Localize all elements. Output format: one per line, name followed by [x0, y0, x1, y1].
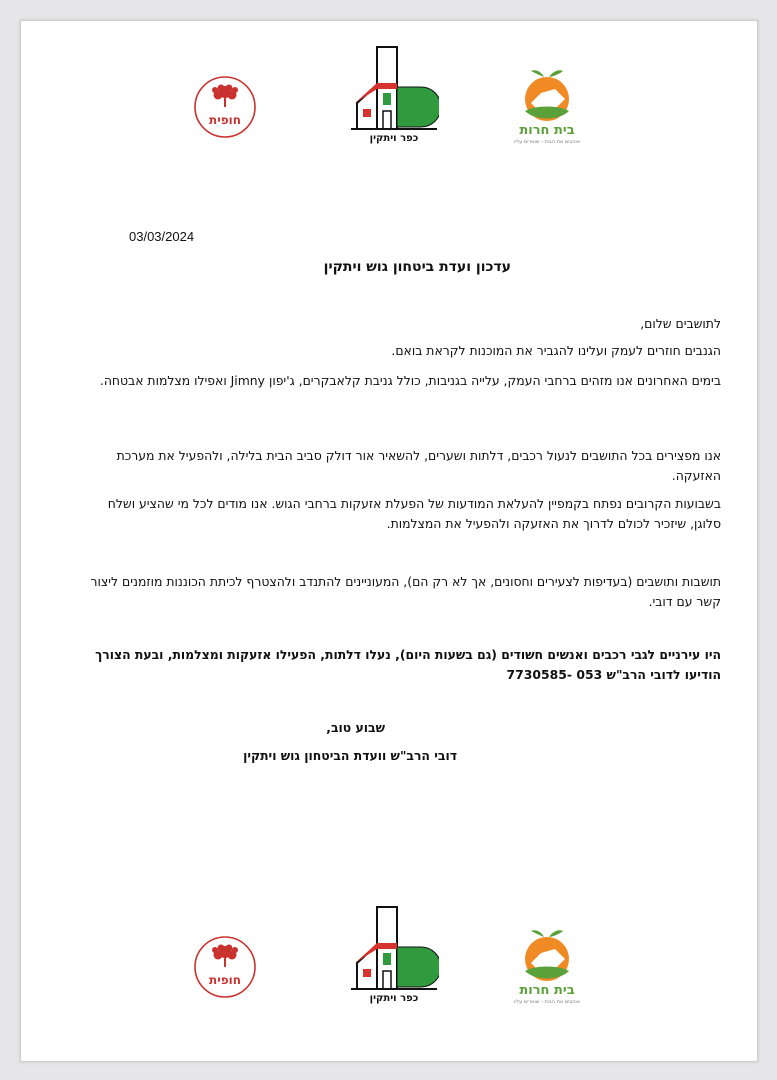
hofit-label: חופית: [209, 113, 241, 127]
hofit-label: חופית: [209, 973, 241, 987]
paragraph-6: היו עירניים לגבי רכבים ואנשים חשודים (גם בשעות היום), נעלו דלתות, הפעילו אזעקות ומצלמות, ובעת הצורך הודיעו לדובי הרב"ש 053 -7730585: [95, 647, 721, 682]
paragraph-4: בשבועות הקרובים נפתח בקמפיין להעלאת המודעות של הפעלת אזעקות ברחבי הגוש. אנו מודים לכל מי שהציע ושלח סלוגן, שיזכיר לכולם לדרוך את האזעקה ולהפעיל את המצלמות.: [107, 496, 721, 531]
kfar-vitkin-logo: [349, 905, 439, 1015]
footer-logos: [21, 905, 757, 1015]
paragraph-2: בימים האחרונים אנו מזהים ברחבי העמק, עלייה בגניבות, כולל גניבת קלאבקרים, ג'יפון Jimny ואפילו מצלמות אבטחה.: [99, 373, 721, 388]
beit-herut-label: בית חרות: [519, 983, 575, 998]
kfar-vitkin-logo: [349, 45, 439, 155]
paragraph-5: תושבות ותושבים (בעדיפות לצעירים וחסונים, אך לא רק הם), המעוניינים להתנדב ולהצטרף לכיתת הכוננות מוזמנים ליצור קשר עם דובי.: [90, 574, 721, 609]
greeting: לתושבים שלום,: [640, 316, 721, 331]
header-logos: [21, 45, 757, 155]
signature: דובי הרב"ש וועדת הביטחון גוש ויתקין: [243, 748, 457, 763]
paragraph-1: הגנבים חוזרים לעמק ועלינו להגביר את המוכנות לקראת בואם.: [391, 343, 721, 358]
paragraph-3: אנו מפצירים בכל התושבים לנעול רכבים, דלתות ושערים, להשאיר אור דולק סביב הבית בלילה, ולהפעיל את מערכת האזעקה.: [116, 448, 721, 483]
hofit-logo: [193, 935, 257, 999]
closing: שבוע טוב,: [326, 720, 385, 735]
letter-page: [20, 20, 758, 1062]
beit-herut-label: בית חרות: [519, 123, 575, 138]
beit-herut-slogan: אוהבים את הבית - שומרים עליו: [513, 139, 581, 145]
kfar-vitkin-label: כפר ויתקין: [369, 133, 419, 144]
beit-herut-slogan: אוהבים את הבית - שומרים עליו: [513, 999, 581, 1005]
beit-herut-logo: [511, 69, 583, 149]
beit-herut-logo: [511, 929, 583, 1009]
kfar-vitkin-label: כפר ויתקין: [369, 993, 419, 1004]
hofit-logo: [193, 75, 257, 139]
letter-date: 03/03/2024: [129, 229, 195, 244]
letter-title: עדכון ועדת ביטחון גוש ויתקין: [323, 259, 511, 275]
